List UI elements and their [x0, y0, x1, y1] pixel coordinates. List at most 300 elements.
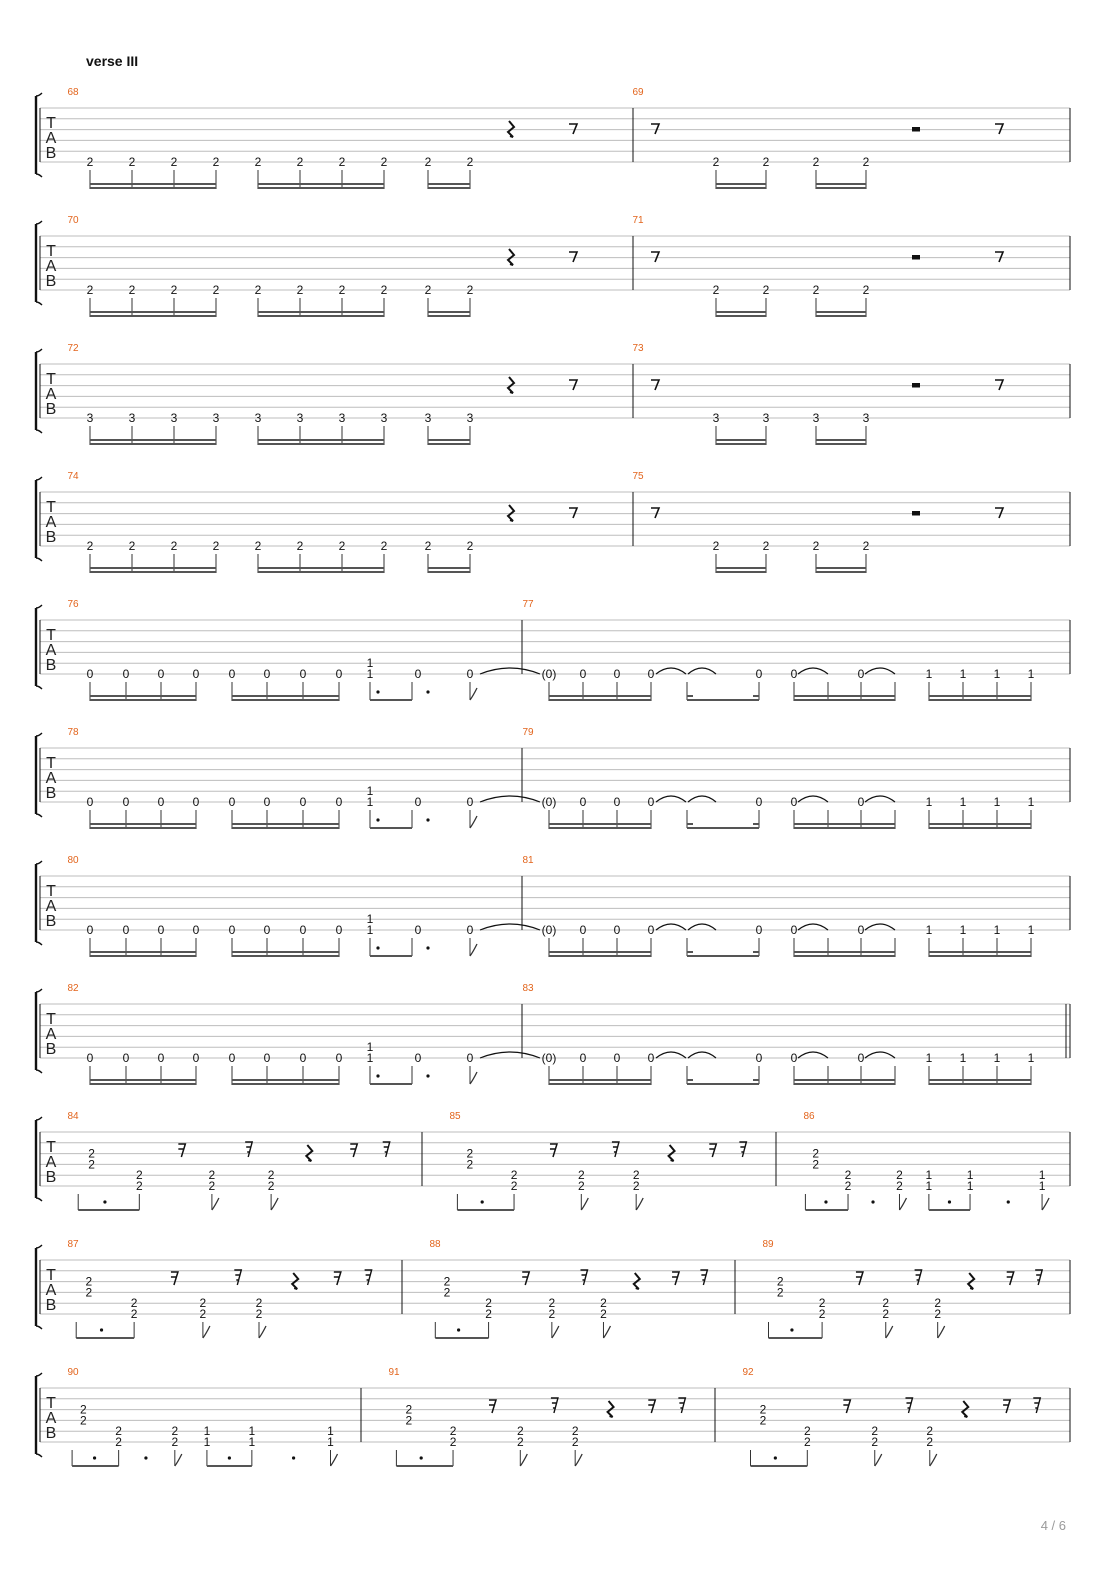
fret-number: 0	[335, 667, 343, 681]
quarter-rest	[968, 1273, 974, 1289]
eighth-rest	[995, 252, 1003, 262]
fret-number: 2	[712, 539, 720, 553]
augmentation-dot	[376, 1074, 379, 1077]
measure-number: 68	[67, 87, 79, 98]
fret-number: 2	[424, 539, 432, 553]
tie	[656, 796, 686, 802]
tab-clef-letter: A	[45, 1282, 57, 1299]
fret-number: 0	[228, 1051, 236, 1065]
fret-number: 0	[647, 795, 655, 809]
fret-number: 2	[296, 283, 304, 297]
fret-number: 2	[577, 1179, 585, 1193]
fret-number: 2	[812, 283, 820, 297]
fret-number: 2	[516, 1435, 524, 1449]
fret-number: 2	[466, 539, 474, 553]
fret-number: 1	[959, 1051, 967, 1065]
fret-number: 0	[414, 923, 422, 937]
tab-system	[36, 983, 1070, 1085]
fret-number: 1	[366, 1051, 374, 1065]
augmentation-dot	[774, 1456, 777, 1459]
fret-number: 2	[762, 283, 770, 297]
fret-number: 2	[296, 155, 304, 169]
thirty-second-rest	[612, 1142, 619, 1157]
thirty-second-rest	[678, 1398, 685, 1413]
note-flag	[271, 1198, 278, 1210]
page-number: 4 / 6	[1040, 1518, 1066, 1533]
measure-number: 83	[522, 983, 534, 994]
tab-clef-letter: B	[45, 401, 57, 418]
fret-number: 1	[248, 1424, 256, 1439]
fret-number: 2	[171, 1435, 179, 1449]
quarter-rest	[508, 121, 514, 137]
fret-number: 2	[443, 1274, 451, 1289]
fret-number: 2	[85, 1274, 93, 1289]
note-flag	[886, 1326, 893, 1338]
fret-number: 2	[762, 155, 770, 169]
fret-number: 2	[812, 539, 820, 553]
fret-number: 3	[86, 411, 94, 425]
sixteenth-rest	[856, 1272, 863, 1285]
sixteenth-rest	[522, 1272, 529, 1285]
quarter-rest	[306, 1145, 312, 1161]
fret-number: 3	[712, 411, 720, 425]
fret-number: 0	[299, 795, 307, 809]
fret-number: 2	[449, 1424, 457, 1439]
fret-number: 0	[647, 667, 655, 681]
eighth-rest	[569, 252, 577, 262]
fret-number: 2	[862, 155, 870, 169]
fret-number: 2	[862, 283, 870, 297]
fret-number: 0	[157, 795, 165, 809]
fret-number: 2	[896, 1168, 903, 1183]
measure-number: 91	[388, 1367, 400, 1378]
tab-clef-letter: B	[45, 273, 57, 290]
fret-number: 2	[485, 1307, 492, 1321]
fret-number: 2	[632, 1179, 640, 1193]
fret-number: (0)	[541, 795, 557, 809]
measure-number: 70	[67, 215, 79, 226]
fret-number: 2	[208, 1179, 216, 1193]
fret-number: 1	[248, 1435, 256, 1449]
tab-system	[36, 215, 1070, 317]
quarter-rest	[962, 1401, 968, 1417]
fret-number: 2	[577, 1168, 585, 1183]
sixteenth-rest	[843, 1400, 850, 1413]
fret-number: 3	[212, 411, 220, 425]
fret-number: 2	[130, 1307, 138, 1321]
fret-number: 0	[299, 923, 307, 937]
fret-number: 2	[759, 1413, 767, 1428]
fret-number: 2	[548, 1307, 556, 1321]
fret-number: 0	[157, 1051, 165, 1065]
tab-clef-letter: B	[45, 1425, 57, 1442]
fret-number: 2	[86, 283, 94, 297]
tab-clef-letter: B	[45, 1169, 57, 1186]
note-flag	[331, 1454, 338, 1466]
thirty-second-rest	[365, 1270, 372, 1285]
augmentation-dot	[228, 1456, 231, 1459]
augmentation-dot	[948, 1200, 951, 1203]
fret-number: 2	[712, 155, 720, 169]
fret-number: 2	[255, 1296, 263, 1311]
fret-number: 2	[85, 1285, 93, 1300]
fret-number: 0	[466, 795, 474, 809]
augmentation-dot	[1007, 1200, 1010, 1203]
eighth-rest	[651, 252, 659, 262]
fret-number: 2	[510, 1168, 518, 1183]
fret-number: 2	[254, 155, 262, 169]
fret-number: 3	[762, 411, 770, 425]
fret-number: 1	[203, 1424, 211, 1439]
measure-number: 80	[67, 855, 79, 866]
augmentation-dot	[824, 1200, 827, 1203]
half-rest	[912, 383, 920, 388]
measure-number: 79	[522, 727, 534, 738]
thirty-second-rest	[580, 1270, 587, 1285]
fret-number: 0	[299, 667, 307, 681]
fret-number: 2	[170, 155, 178, 169]
fret-number: 2	[115, 1424, 122, 1439]
measure-number: 92	[742, 1367, 754, 1378]
augmentation-dot	[93, 1456, 96, 1459]
fret-number: 2	[424, 283, 432, 297]
fret-number: 0	[613, 1051, 621, 1065]
sixteenth-rest	[550, 1144, 557, 1157]
fret-number: 2	[871, 1435, 879, 1449]
thirty-second-rest	[1035, 1270, 1042, 1285]
fret-number: 0	[790, 1051, 798, 1065]
fret-number: 2	[170, 539, 178, 553]
note-flag	[259, 1326, 266, 1338]
fret-number: 1	[1027, 1051, 1035, 1065]
fret-number: 1	[925, 1051, 933, 1065]
fret-number: 0	[263, 795, 271, 809]
thirty-second-rest	[1033, 1398, 1040, 1413]
fret-number: 2	[812, 1146, 820, 1161]
note-flag	[552, 1326, 559, 1338]
measure-number: 74	[67, 471, 79, 482]
fret-number: (0)	[541, 923, 557, 937]
half-rest	[912, 127, 920, 132]
note-flag	[581, 1198, 588, 1210]
fret-number: 2	[803, 1424, 811, 1439]
measure-number: 86	[803, 1111, 815, 1122]
fret-number: 2	[405, 1413, 413, 1428]
fret-number: 1	[993, 923, 1001, 937]
fret-number: 2	[485, 1296, 492, 1311]
tie	[688, 1052, 716, 1058]
fret-number: 2	[254, 539, 262, 553]
fret-number: 2	[338, 155, 346, 169]
fret-number: 1	[366, 912, 374, 927]
eighth-rest	[995, 508, 1003, 518]
eighth-rest	[651, 380, 659, 390]
tab-clef-letter: A	[45, 130, 57, 147]
note-flag	[1042, 1198, 1049, 1210]
fret-number: 2	[267, 1179, 275, 1193]
fret-number: 1	[925, 795, 933, 809]
augmentation-dot	[376, 818, 379, 821]
fret-number: 2	[380, 155, 388, 169]
augmentation-dot	[790, 1328, 793, 1331]
augmentation-dot	[376, 946, 379, 949]
fret-number: 2	[600, 1307, 607, 1321]
fret-number: 0	[86, 667, 94, 681]
fret-number: 2	[380, 283, 388, 297]
thirty-second-rest	[383, 1142, 390, 1157]
note-flag	[470, 944, 477, 956]
tab-clef-letter: A	[45, 1026, 57, 1043]
augmentation-dot	[426, 1074, 429, 1077]
tab-system	[36, 1367, 1070, 1466]
tab-clef-letter: B	[45, 913, 57, 930]
fret-number: 2	[254, 283, 262, 297]
tie	[480, 1052, 540, 1058]
sixteenth-rest	[178, 1144, 185, 1157]
fret-number: 2	[171, 1424, 179, 1439]
augmentation-dot	[426, 946, 429, 949]
fret-number: 0	[857, 923, 865, 937]
fret-number: 3	[812, 411, 820, 425]
fret-number: 2	[466, 155, 474, 169]
tab-clef-letter: B	[45, 529, 57, 546]
fret-number: 2	[466, 283, 474, 297]
fret-number: 0	[790, 795, 798, 809]
fret-number: 1	[366, 795, 374, 809]
fret-number: 0	[857, 795, 865, 809]
fret-number: 2	[871, 1424, 879, 1439]
fret-number: 0	[228, 923, 236, 937]
fret-number: 2	[267, 1168, 275, 1183]
fret-number: 0	[157, 923, 165, 937]
augmentation-dot	[457, 1328, 460, 1331]
note-flag	[603, 1326, 610, 1338]
fret-number: 0	[122, 923, 130, 937]
sixteenth-rest	[648, 1400, 655, 1413]
fret-number: 0	[414, 1051, 422, 1065]
tie	[865, 1052, 895, 1058]
fret-number: 0	[86, 795, 94, 809]
fret-number: 1	[203, 1435, 211, 1449]
fret-number: 1	[327, 1424, 334, 1439]
fret-number: 2	[466, 1157, 474, 1172]
fret-number: 3	[338, 411, 346, 425]
measure-number: 71	[632, 215, 644, 226]
fret-number: 0	[613, 667, 621, 681]
quarter-rest	[669, 1145, 675, 1161]
measure-number: 88	[429, 1239, 441, 1250]
tie	[798, 796, 828, 802]
quarter-rest	[508, 249, 514, 265]
tab-clef-letter: A	[45, 642, 57, 659]
fret-number: 0	[122, 1051, 130, 1065]
thirty-second-rest	[739, 1142, 746, 1157]
fret-number: 0	[579, 923, 587, 937]
fret-number: 0	[466, 1051, 474, 1065]
sixteenth-rest	[672, 1272, 679, 1285]
tie	[798, 924, 828, 930]
measure-number: 84	[67, 1111, 79, 1122]
measure-number: 89	[762, 1239, 774, 1250]
fret-number: 1	[366, 656, 374, 671]
fret-number: (0)	[541, 667, 557, 681]
eighth-rest	[651, 508, 659, 518]
note-flag	[875, 1454, 882, 1466]
tab-clef-letter: B	[45, 145, 57, 162]
fret-number: 0	[466, 923, 474, 937]
tab-system	[36, 599, 1070, 701]
note-flag	[636, 1198, 643, 1210]
fret-number: 3	[424, 411, 432, 425]
fret-number: 2	[443, 1285, 451, 1300]
fret-number: 2	[208, 1168, 216, 1183]
eighth-rest	[995, 380, 1003, 390]
tab-clef-letter: B	[45, 1297, 57, 1314]
tab-system	[36, 1239, 1070, 1338]
fret-number: 0	[755, 923, 763, 937]
tie	[656, 668, 686, 674]
fret-number: 0	[755, 667, 763, 681]
augmentation-dot	[144, 1456, 147, 1459]
fret-number: 2	[712, 283, 720, 297]
fret-number: 0	[755, 795, 763, 809]
fret-number: 3	[254, 411, 262, 425]
measure-number: 87	[67, 1239, 79, 1250]
augmentation-dot	[376, 690, 379, 693]
note-flag	[575, 1454, 582, 1466]
fret-number: 0	[647, 1051, 655, 1065]
tab-system	[36, 471, 1070, 573]
sixteenth-rest	[171, 1272, 178, 1285]
note-flag	[938, 1326, 945, 1338]
note-flag	[470, 816, 477, 828]
fret-number: 2	[759, 1402, 767, 1417]
fret-number: 0	[86, 923, 94, 937]
half-rest	[912, 511, 920, 516]
fret-number: 2	[466, 1146, 474, 1161]
thirty-second-rest	[234, 1270, 241, 1285]
augmentation-dot	[100, 1328, 103, 1331]
fret-number: 1	[925, 1168, 933, 1183]
fret-number: 1	[959, 795, 967, 809]
fret-number: 2	[135, 1179, 143, 1193]
measure-number: 72	[67, 343, 79, 354]
fret-number: 1	[1027, 667, 1035, 681]
fret-number: 0	[613, 795, 621, 809]
fret-number: 1	[925, 923, 933, 937]
fret-number: 0	[857, 1051, 865, 1065]
fret-number: 2	[199, 1296, 207, 1311]
fret-number: 2	[115, 1435, 122, 1449]
fret-number: 2	[79, 1402, 87, 1417]
fret-number: 1	[327, 1435, 334, 1449]
tie	[480, 924, 540, 930]
fret-number: 0	[755, 1051, 763, 1065]
fret-number: 2	[338, 283, 346, 297]
fret-number: 2	[600, 1296, 607, 1311]
note-flag	[212, 1198, 219, 1210]
fret-number: 2	[86, 539, 94, 553]
fret-number: 2	[86, 155, 94, 169]
tab-clef-letter: A	[45, 386, 57, 403]
fret-number: 0	[579, 667, 587, 681]
tie	[656, 924, 686, 930]
fret-number: 2	[803, 1435, 811, 1449]
tab-system	[36, 1111, 1070, 1210]
fret-number: 3	[380, 411, 388, 425]
tab-system	[36, 727, 1070, 829]
fret-number: 0	[122, 667, 130, 681]
fret-number: 2	[212, 539, 220, 553]
thirty-second-rest	[905, 1398, 912, 1413]
fret-number: 2	[128, 283, 136, 297]
augmentation-dot	[420, 1456, 423, 1459]
fret-number: 2	[812, 1157, 820, 1172]
augmentation-dot	[103, 1200, 106, 1203]
fret-number: 0	[86, 1051, 94, 1065]
fret-number: 2	[212, 283, 220, 297]
tab-clef-letter: A	[45, 898, 57, 915]
tab-clef-letter: B	[45, 785, 57, 802]
fret-number: 0	[579, 1051, 587, 1065]
fret-number: 1	[1038, 1179, 1046, 1193]
sixteenth-rest	[334, 1272, 341, 1285]
eighth-rest	[569, 508, 577, 518]
fret-number: 0	[335, 795, 343, 809]
fret-number: 2	[424, 155, 432, 169]
eighth-rest	[651, 124, 659, 134]
fret-number: 1	[966, 1168, 974, 1183]
fret-number: 2	[818, 1307, 826, 1321]
fret-number: 1	[1027, 795, 1035, 809]
fret-number: 3	[170, 411, 178, 425]
fret-number: 3	[862, 411, 870, 425]
fret-number: 2	[862, 539, 870, 553]
fret-number: 2	[170, 283, 178, 297]
quarter-rest	[608, 1401, 614, 1417]
note-flag	[930, 1454, 937, 1466]
fret-number: 1	[993, 667, 1001, 681]
fret-number: 0	[228, 667, 236, 681]
fret-number: 0	[466, 667, 474, 681]
fret-number: 0	[613, 923, 621, 937]
fret-number: 1	[959, 667, 967, 681]
quarter-rest	[508, 505, 514, 521]
eighth-rest	[569, 380, 577, 390]
augmentation-dot	[426, 690, 429, 693]
fret-number: 1	[1027, 923, 1035, 937]
measure-number: 85	[449, 1111, 461, 1122]
tab-clef-letter: A	[45, 770, 57, 787]
fret-number: 0	[192, 795, 200, 809]
tie	[688, 796, 716, 802]
fret-number: 0	[263, 1051, 271, 1065]
sixteenth-rest	[1007, 1272, 1014, 1285]
fret-number: 2	[844, 1168, 852, 1183]
sixteenth-rest	[350, 1144, 357, 1157]
tab-clef-letter: T	[46, 243, 56, 260]
fret-number: 1	[966, 1179, 974, 1193]
note-flag	[175, 1454, 182, 1466]
fret-number: 0	[299, 1051, 307, 1065]
fret-number: 0	[790, 667, 798, 681]
fret-number: 2	[571, 1424, 579, 1439]
tie	[480, 796, 540, 802]
tab-clef-letter: A	[45, 1410, 57, 1427]
fret-number: 2	[632, 1168, 640, 1183]
measure-number: 81	[522, 855, 534, 866]
augmentation-dot	[871, 1200, 874, 1203]
